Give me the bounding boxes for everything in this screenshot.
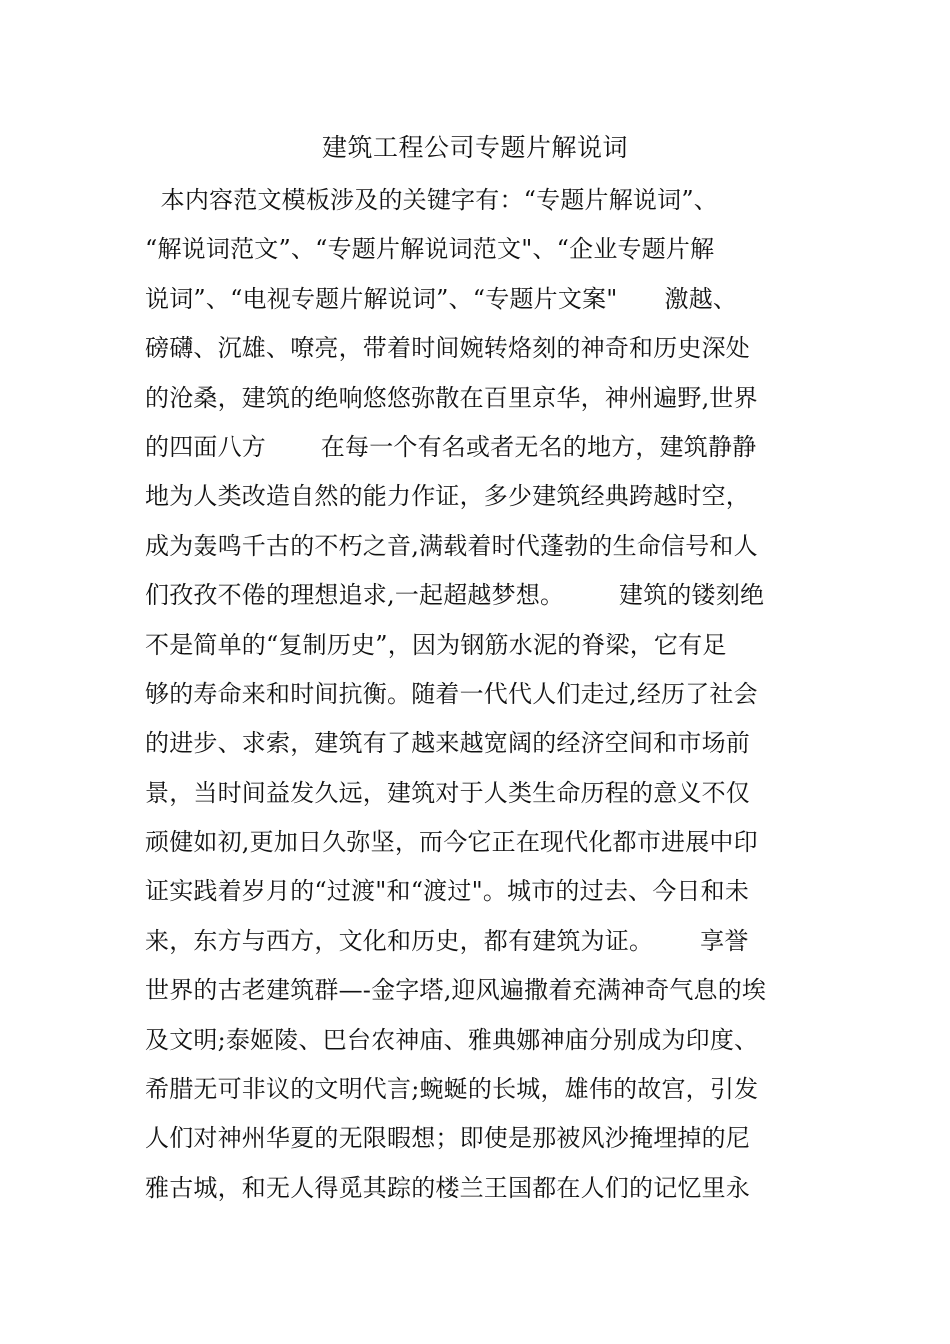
body-line-17: 世界的古老建筑群—-金字塔,迎风遍撒着充满神奇气息的埃	[145, 976, 767, 1005]
body-line-4: 磅礴、沉雄、嘹亮，带着时间婉转烙刻的神奇和历史深处	[145, 334, 750, 363]
body-line-20: 人们对神州华夏的无限暇想；即使是那被风沙掩埋掉的尼	[145, 1124, 750, 1153]
body-line-13: 景，当时间益发久远，建筑对于人类生命历程的意义不仅	[145, 778, 750, 807]
body-line-12: 的进步、求索，建筑有了越来越宽阔的经济空间和市场前	[145, 729, 750, 758]
body-line-2: “解说词范文”、“专题片解说词范文"、“企业专题片解	[145, 235, 715, 264]
body-line-11: 够的寿命来和时间抗衡。随着一代代人们走过,经历了社会	[145, 679, 758, 708]
body-line-3: 说词”、“电视专题片解说词”、“专题片文案" 激越、	[145, 284, 738, 313]
body-line-5: 的沧桑，建筑的绝响悠悠弥散在百里京华，神州遍野,世界	[145, 383, 758, 412]
body-line-7: 地为人类改造自然的能力作证，多少建筑经典跨越时空，	[145, 482, 750, 511]
body-line-8: 成为轰鸣千古的不朽之音,满载着时代蓬勃的生命信号和人	[145, 531, 758, 560]
body-line-16: 来，东方与西方，文化和历史，都有建筑为证。 享誉	[145, 926, 749, 955]
body-line-19: 希腊无可非议的文明代言;蜿蜒的长城，雄伟的故宫，引发	[145, 1075, 759, 1104]
body-line-10: 不是简单的“复制历史”，因为钢筋水泥的脊梁，它有足	[145, 630, 727, 659]
document-title: 建筑工程公司专题片解说词	[321, 133, 628, 162]
body-line-14: 顽健如初,更加日久弥坚，而今它正在现代化都市进展中印	[145, 828, 758, 857]
body-line-6: 的四面八方 在每一个有名或者无名的地方，建筑静静	[145, 432, 757, 461]
body-line-21: 雅古城，和无人得觅其踪的楼兰王国都在人们的记忆里永	[145, 1173, 750, 1202]
body-line-18: 及文明;泰姬陵、巴台农神庙、雅典娜神庙分别成为印度、	[145, 1025, 759, 1054]
body-line-15: 证实践着岁月的“过渡"和“渡过"。城市的过去、今日和未	[145, 877, 750, 906]
body-line-9: 们孜孜不倦的理想追求,一起超越梦想。 建筑的镂刻绝	[145, 581, 765, 610]
body-line-1: 本内容范文模板涉及的关键字有：“专题片解说词”、	[145, 186, 718, 214]
document-body	[145, 176, 825, 1213]
